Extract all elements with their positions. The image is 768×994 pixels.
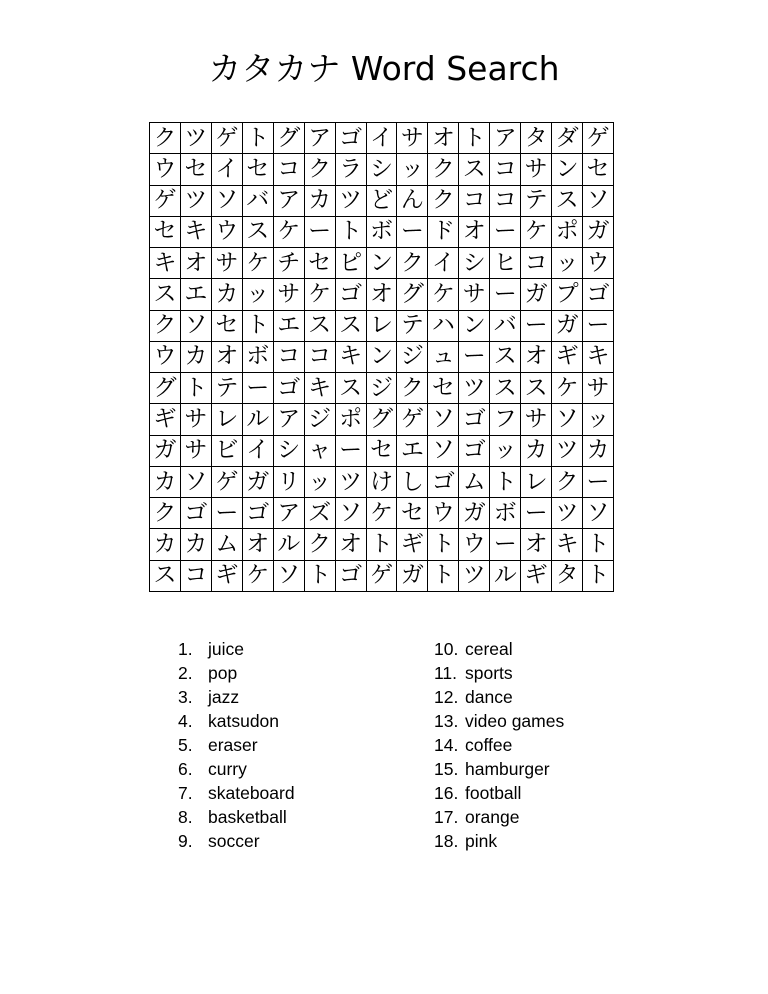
word-number: 3. (178, 687, 193, 707)
word-list-item (178, 757, 408, 781)
grid-cell: ク (305, 529, 336, 560)
word-text: katsudon (208, 711, 280, 731)
grid-cell: け (367, 467, 398, 498)
grid-cell: キ (552, 529, 583, 560)
grid-cell: セ (181, 154, 212, 185)
grid-cell: ッ (305, 467, 336, 498)
grid-cell: ツ (459, 373, 490, 404)
grid-cell: ー (212, 498, 243, 529)
word-number: 1. (178, 639, 193, 659)
grid-cell: サ (397, 123, 428, 154)
word-text: football (465, 783, 522, 803)
grid-cell: ン (367, 342, 398, 373)
grid-cell: ウ (583, 248, 614, 279)
grid-cell: シ (459, 248, 490, 279)
grid-cell: ー (521, 311, 552, 342)
word-list-item (178, 661, 408, 685)
grid-cell: ヒ (490, 248, 521, 279)
grid-cell: ジ (305, 404, 336, 435)
grid-cell: ム (212, 529, 243, 560)
grid-cell: グ (274, 123, 305, 154)
grid-cell: ー (336, 436, 367, 467)
grid-cell: ー (459, 342, 490, 373)
grid-cell: サ (181, 404, 212, 435)
grid-cell: し (397, 467, 428, 498)
grid-cell: イ (243, 436, 274, 467)
grid-cell: シ (274, 436, 305, 467)
grid-cell: ケ (552, 373, 583, 404)
word-number: 8. (178, 807, 193, 827)
grid-cell: サ (274, 279, 305, 310)
grid-cell: ギ (150, 404, 181, 435)
grid-cell: ー (243, 373, 274, 404)
grid-cell: ッ (397, 154, 428, 185)
grid-cell: ガ (583, 217, 614, 248)
grid-cell: ト (243, 123, 274, 154)
grid-cell: ピ (336, 248, 367, 279)
grid-cell: テ (521, 186, 552, 217)
grid-cell: キ (181, 217, 212, 248)
grid-cell: ゴ (336, 123, 367, 154)
word-text: pop (208, 663, 238, 683)
grid-cell: ツ (552, 498, 583, 529)
word-text: cereal (465, 639, 513, 659)
grid-cell: ア (274, 186, 305, 217)
grid-cell: ゴ (428, 467, 459, 498)
grid-cell: バ (490, 311, 521, 342)
grid-cell: ッ (243, 279, 274, 310)
grid-cell: ト (428, 529, 459, 560)
grid-cell: ー (583, 467, 614, 498)
word-text: video games (465, 711, 565, 731)
word-number: 18. (434, 831, 459, 851)
grid-cell: ど (367, 186, 398, 217)
grid-cell: カ (150, 467, 181, 498)
grid-cell: ス (459, 154, 490, 185)
grid-cell: ス (336, 373, 367, 404)
grid-cell: ス (243, 217, 274, 248)
grid-cell: ス (150, 279, 181, 310)
grid-cell: キ (150, 248, 181, 279)
grid-cell: ポ (552, 217, 583, 248)
word-list-item (178, 733, 408, 757)
word-text: hamburger (465, 759, 550, 779)
grid-cell: カ (583, 436, 614, 467)
word-text: pink (465, 831, 498, 851)
grid-cell: オ (459, 217, 490, 248)
grid-cell: ン (552, 154, 583, 185)
grid-cell: ル (490, 561, 521, 592)
grid-cell: コ (490, 186, 521, 217)
grid-cell: キ (583, 342, 614, 373)
word-list-item (434, 709, 664, 733)
word-search-grid (149, 122, 614, 592)
grid-cell: フ (490, 404, 521, 435)
grid-cell: レ (367, 311, 398, 342)
word-number: 13. (434, 711, 459, 731)
grid-cell: ギ (212, 561, 243, 592)
grid-cell: ビ (212, 436, 243, 467)
grid-cell: ダ (552, 123, 583, 154)
grid-cell: ギ (397, 529, 428, 560)
grid-cell: ポ (336, 404, 367, 435)
grid-cell: サ (521, 154, 552, 185)
grid-cell: カ (305, 186, 336, 217)
grid-cell: ツ (181, 186, 212, 217)
grid-cell: バ (243, 186, 274, 217)
grid-cell: カ (150, 529, 181, 560)
grid-cell: ド (428, 217, 459, 248)
grid-cell: ャ (305, 436, 336, 467)
grid-cell: ル (274, 529, 305, 560)
grid-cell: エ (181, 279, 212, 310)
grid-cell: ソ (212, 186, 243, 217)
grid-cell: ソ (552, 404, 583, 435)
grid-cell: オ (428, 123, 459, 154)
grid-cell: セ (397, 498, 428, 529)
word-list-item (434, 637, 664, 661)
word-number: 10. (434, 639, 459, 659)
grid-cell: ク (150, 123, 181, 154)
grid-cell: ソ (583, 186, 614, 217)
grid-cell: シ (367, 154, 398, 185)
grid-cell: ュ (428, 342, 459, 373)
grid-cell: イ (212, 154, 243, 185)
grid-cell: ス (521, 373, 552, 404)
grid-cell: ー (490, 217, 521, 248)
grid-cell: グ (150, 373, 181, 404)
grid-cell: ン (459, 311, 490, 342)
word-text: juice (208, 639, 244, 659)
grid-cell: オ (243, 529, 274, 560)
grid-cell: ー (305, 217, 336, 248)
grid-cell: カ (181, 342, 212, 373)
grid-cell: チ (274, 248, 305, 279)
grid-cell: ト (243, 311, 274, 342)
grid-cell: オ (212, 342, 243, 373)
grid-cell: ソ (181, 467, 212, 498)
grid-cell: ウ (459, 529, 490, 560)
grid-cell: ア (490, 123, 521, 154)
grid-cell: ス (336, 311, 367, 342)
grid-cell: オ (336, 529, 367, 560)
grid-cell: ソ (428, 404, 459, 435)
grid-cell: キ (336, 342, 367, 373)
grid-cell: ク (305, 154, 336, 185)
grid-cell: ゲ (212, 467, 243, 498)
grid-cell: ケ (367, 498, 398, 529)
grid-cell: ソ (583, 498, 614, 529)
word-list-right (434, 637, 664, 853)
grid-cell: ー (521, 498, 552, 529)
grid-cell: ガ (397, 561, 428, 592)
grid-cell: ツ (336, 467, 367, 498)
word-number: 11. (434, 663, 458, 683)
grid-cell: ん (397, 186, 428, 217)
grid-cell: ス (552, 186, 583, 217)
grid-cell: ア (274, 498, 305, 529)
grid-cell: ト (490, 467, 521, 498)
grid-cell: ト (459, 123, 490, 154)
grid-cell: ト (336, 217, 367, 248)
grid-cell: イ (428, 248, 459, 279)
grid-cell: コ (181, 561, 212, 592)
grid-cell: ア (305, 123, 336, 154)
grid-cell: カ (212, 279, 243, 310)
grid-cell: タ (552, 561, 583, 592)
grid-cell: エ (274, 311, 305, 342)
grid-cell: セ (583, 154, 614, 185)
grid-cell: ク (552, 467, 583, 498)
word-text: skateboard (208, 783, 295, 803)
word-list-item (434, 733, 664, 757)
grid-cell: ッ (583, 404, 614, 435)
grid-cell: ツ (459, 561, 490, 592)
grid-cell: ソ (428, 436, 459, 467)
grid-cell: コ (305, 342, 336, 373)
grid-cell: セ (367, 436, 398, 467)
grid-cell: オ (367, 279, 398, 310)
grid-cell: ケ (521, 217, 552, 248)
grid-cell: ツ (181, 123, 212, 154)
grid-cell: サ (459, 279, 490, 310)
word-number: 17. (434, 807, 459, 827)
grid-cell: ツ (552, 436, 583, 467)
grid-cell: ー (490, 279, 521, 310)
grid-cell: ッ (552, 248, 583, 279)
grid-cell: ギ (552, 342, 583, 373)
grid-cell: ゴ (336, 561, 367, 592)
grid-cell: キ (305, 373, 336, 404)
grid-cell: サ (181, 436, 212, 467)
grid-cell: コ (274, 342, 305, 373)
grid-cell: コ (521, 248, 552, 279)
grid-cell: テ (212, 373, 243, 404)
grid-cell: グ (367, 404, 398, 435)
grid-cell: テ (397, 311, 428, 342)
grid-cell: ス (490, 373, 521, 404)
word-number: 6. (178, 759, 193, 779)
word-number: 16. (434, 783, 459, 803)
word-list-item (434, 781, 664, 805)
page-title: カタカナ Word Search (208, 49, 560, 88)
grid-cell: ケ (305, 279, 336, 310)
word-number: 15. (434, 759, 459, 779)
grid-cell: コ (490, 154, 521, 185)
grid-cell: ウ (212, 217, 243, 248)
grid-cell: ゴ (274, 373, 305, 404)
grid-cell: ト (428, 561, 459, 592)
grid-cell: セ (243, 154, 274, 185)
grid-cell: ッ (490, 436, 521, 467)
grid-cell: サ (212, 248, 243, 279)
grid-cell: ト (181, 373, 212, 404)
grid-cell: ク (428, 186, 459, 217)
word-text: coffee (465, 735, 513, 755)
grid-cell: ガ (459, 498, 490, 529)
grid-cell: ク (150, 498, 181, 529)
word-text: orange (465, 807, 520, 827)
grid-cell: カ (181, 529, 212, 560)
grid-cell: セ (305, 248, 336, 279)
grid-cell: ゴ (583, 279, 614, 310)
word-number: 5. (178, 735, 193, 755)
word-list-item (178, 805, 408, 829)
grid-cell: ア (274, 404, 305, 435)
grid-cell: ク (150, 311, 181, 342)
grid-cell: ボ (490, 498, 521, 529)
grid-cell: ク (397, 248, 428, 279)
grid-cell: セ (150, 217, 181, 248)
grid-cell: ガ (243, 467, 274, 498)
word-number: 12. (434, 687, 459, 707)
grid-cell: エ (397, 436, 428, 467)
grid-cell: ケ (243, 248, 274, 279)
grid-cell: ク (397, 373, 428, 404)
grid-cell: ト (583, 561, 614, 592)
grid-cell: ス (150, 561, 181, 592)
grid-cell: ゴ (459, 404, 490, 435)
grid-cell: サ (521, 404, 552, 435)
grid-cell: ゲ (150, 186, 181, 217)
word-number: 7. (178, 783, 193, 803)
grid-cell: リ (274, 467, 305, 498)
word-list-item (434, 685, 664, 709)
grid-cell: ラ (336, 154, 367, 185)
grid-cell: ボ (243, 342, 274, 373)
grid-cell: ジ (367, 373, 398, 404)
grid-cell: ゲ (583, 123, 614, 154)
grid-cell: ウ (150, 154, 181, 185)
grid-cell: オ (521, 342, 552, 373)
grid-cell: ク (428, 154, 459, 185)
grid-cell: ソ (274, 561, 305, 592)
word-text: basketball (208, 807, 287, 827)
grid-cell: ガ (521, 279, 552, 310)
word-number: 2. (178, 663, 193, 683)
word-list-item (434, 805, 664, 829)
grid-cell: オ (521, 529, 552, 560)
word-number: 4. (178, 711, 193, 731)
grid-cell: ボ (367, 217, 398, 248)
grid-cell: レ (521, 467, 552, 498)
grid-cell: ソ (336, 498, 367, 529)
grid-cell: プ (552, 279, 583, 310)
word-number: 14. (434, 735, 459, 755)
word-list-item (434, 757, 664, 781)
grid-cell: ケ (243, 561, 274, 592)
word-text: curry (208, 759, 247, 779)
word-list-item (178, 637, 408, 661)
grid-cell: ー (490, 529, 521, 560)
grid-cell: ゲ (367, 561, 398, 592)
grid-cell: ギ (521, 561, 552, 592)
word-text: soccer (208, 831, 260, 851)
grid-cell: ケ (428, 279, 459, 310)
word-list-left (178, 637, 408, 853)
grid-cell: ゲ (397, 404, 428, 435)
grid-cell: コ (459, 186, 490, 217)
grid-cell: ハ (428, 311, 459, 342)
word-list-item (178, 781, 408, 805)
word-list-item (434, 661, 664, 685)
grid-cell: オ (181, 248, 212, 279)
grid-cell: ー (397, 217, 428, 248)
grid-cell: ウ (428, 498, 459, 529)
word-text: sports (465, 663, 513, 683)
word-number: 9. (178, 831, 193, 851)
grid-cell: タ (521, 123, 552, 154)
grid-cell: セ (212, 311, 243, 342)
grid-cell: ト (583, 529, 614, 560)
grid-cell: ゴ (243, 498, 274, 529)
word-text: dance (465, 687, 513, 707)
grid-cell: ツ (336, 186, 367, 217)
word-list-item (178, 829, 408, 853)
grid-cell: ウ (150, 342, 181, 373)
grid-cell: カ (521, 436, 552, 467)
grid-cell: ー (583, 311, 614, 342)
grid-cell: ト (305, 561, 336, 592)
grid-cell: イ (367, 123, 398, 154)
grid-cell: ト (367, 529, 398, 560)
grid-cell: ゴ (336, 279, 367, 310)
grid-cell: ゴ (181, 498, 212, 529)
grid-cell: グ (397, 279, 428, 310)
grid-cell: ズ (305, 498, 336, 529)
grid-cell: ン (367, 248, 398, 279)
grid-cell: コ (274, 154, 305, 185)
word-list-item (178, 685, 408, 709)
grid-cell: ソ (181, 311, 212, 342)
word-list-item (178, 709, 408, 733)
grid-cell: ス (305, 311, 336, 342)
grid-cell: レ (212, 404, 243, 435)
word-list-item (434, 829, 664, 853)
grid-cell: セ (428, 373, 459, 404)
grid-cell: ル (243, 404, 274, 435)
word-text: jazz (208, 687, 240, 707)
grid-cell: ガ (552, 311, 583, 342)
grid-cell: ガ (150, 436, 181, 467)
grid-cell: ジ (397, 342, 428, 373)
grid-cell: サ (583, 373, 614, 404)
grid-cell: ス (490, 342, 521, 373)
grid-cell: ゲ (212, 123, 243, 154)
grid-cell: ゴ (459, 436, 490, 467)
grid-cell: ム (459, 467, 490, 498)
word-text: eraser (208, 735, 258, 755)
grid-cell: ケ (274, 217, 305, 248)
